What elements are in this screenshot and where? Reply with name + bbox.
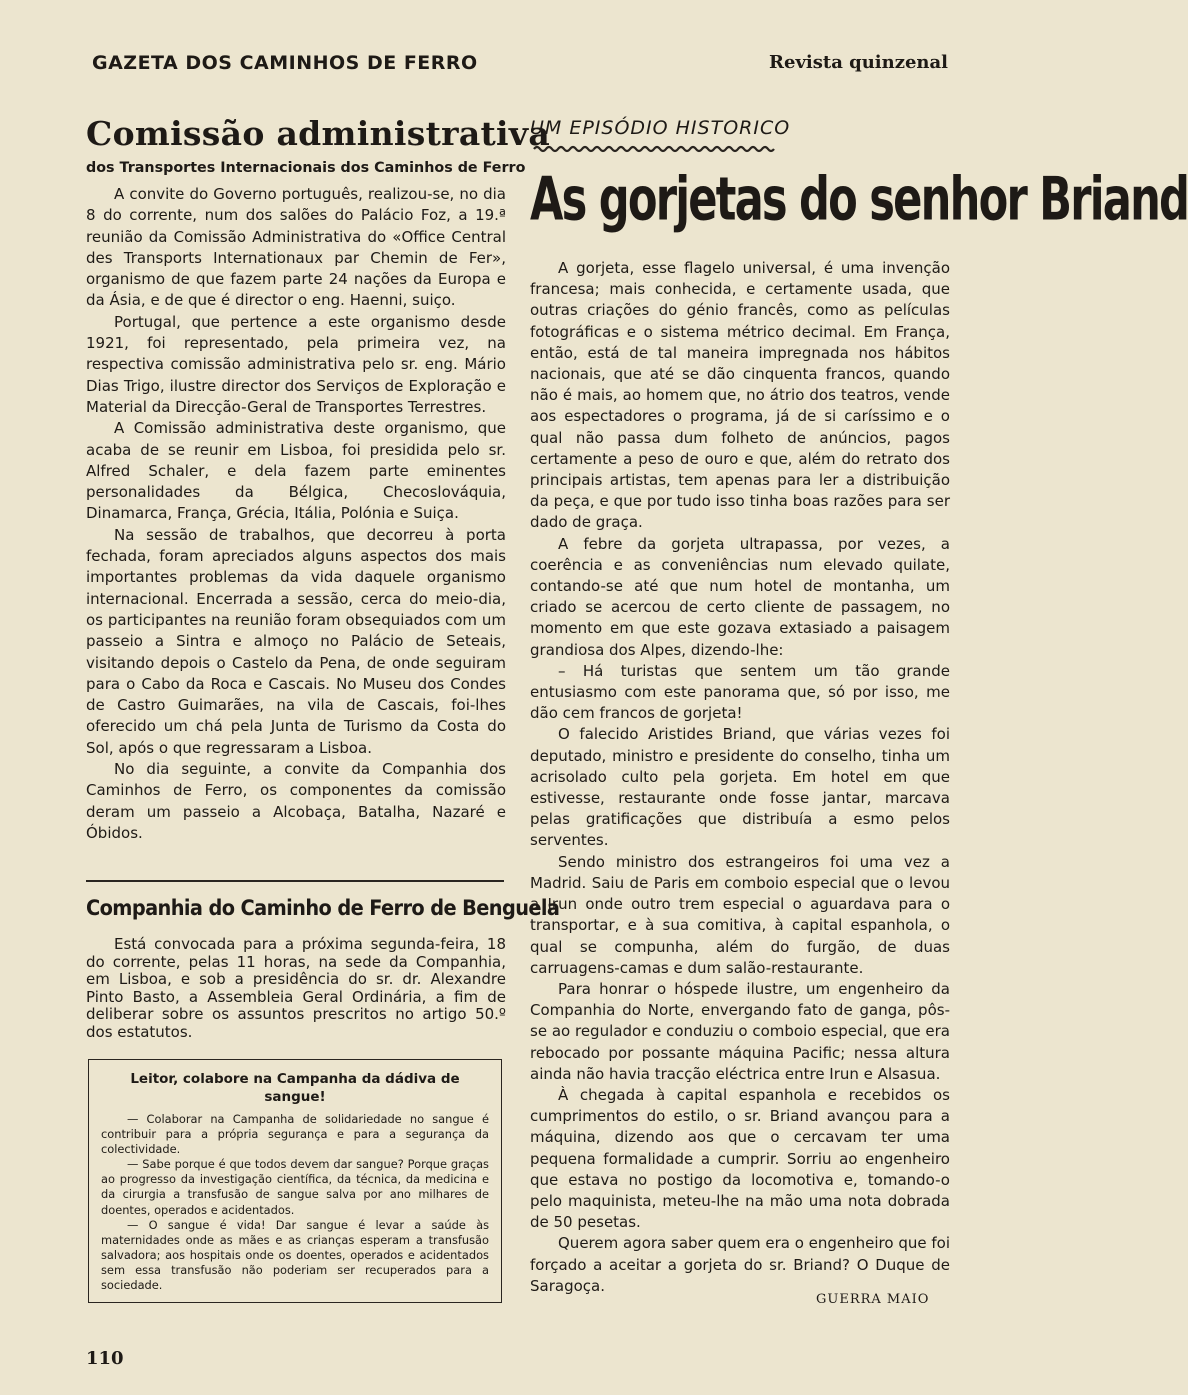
right-article-heading: As gorjetas do senhor Briand xyxy=(530,164,1188,235)
paragraph: Sendo ministro dos estrangeiros foi uma vez a Madrid. Saiu de Paris em comboio especial que o levou a Irun onde outro trem especial o aguardava para o transportar, e à sua comitiva, à capital espanhola, o qual se compunha, além do furgão, de duas carruagens-camas e dum salão-restaurante. xyxy=(530,852,950,977)
benguela-body xyxy=(86,936,506,1041)
paragraph: A Comissão administrativa deste organismo, que acaba de se reunir em Lisboa, foi presidida pelo sr. Alfred Schaler, e dela fazem parte eminentes personalidades da Bélgica, Checoslováquia, Dinamarca, França, Grécia, Itália, Polónia e Suiça. xyxy=(86,419,506,523)
box-paragraph: — Colaborar na Campanha de solidariedade no sangue é contribuir para a própria segurança e para a segurança da colectividade. xyxy=(101,1112,489,1157)
box-title: Leitor, colabore na Campanha da dádiva de sangue! xyxy=(130,1071,460,1105)
paragraph: A gorjeta, esse flagelo universal, é uma invenção francesa; mais conhecida, e certamente usada, que outras criações do génio francês, como as películas fotográficas e o sistema métrico decimal. Em França, então, está de tal maneira impregnada nos hábitos nacionais, que até se dão cinquenta francos, quando não é mais, ao homem que, no átrio dos teatros, vende aos espectadores o programa, já de si caríssimo e o qual não passa dum folheto de anúncios, pagos certamente a peso de ouro e que, além do retrato dos principais artistas, tem apenas para ler a distribuição da peça, e que por tudo isso tinha boas razões para ser dado de graça. xyxy=(530,259,950,532)
author-signature: GUERRA MAIO xyxy=(816,1292,930,1307)
paragraph: Portugal, que pertence a este organismo desde 1921, foi representado, pela primeira vez, na respectiva comissão administrativa pelo sr. eng. Mário Dias Trigo, ilustre director dos Serviços de Exploração e Material da Direcção-Geral de Transportes Terrestres. xyxy=(86,312,506,416)
box-paragraph: — Sabe porque é que todos devem dar sangue? Porque graças ao progresso da investigação científica, da técnica, da medicina e da cirurgia a transfusão de sangue salva por ano milhares de doentes, operados e acidentados. xyxy=(101,1157,489,1217)
left-article-body xyxy=(86,184,506,844)
paragraph: Para honrar o hóspede ilustre, um engenheiro da Companhia do Norte, envergando fato de ganga, pôs-se ao regulador e conduziu o comboio especial, que era rebocado por possante máquina Pacific; nessa altura ainda não havia tracção eléctrica entre Irun e Alsasua. xyxy=(530,979,950,1083)
section-divider xyxy=(86,880,504,882)
paragraph: Está convocada para a próxima segunda-feira, 18 do corrente, pelas 11 horas, na sede da Companhia, em Lisboa, e sob a presidência do sr. dr. Alexandre Pinto Basto, a Assembleia Geral Ordinária, a fim de deliberar sobre os assuntos prescritos no artigo 50.º dos estatutos. xyxy=(86,935,506,1041)
paragraph: À chegada à capital espanhola e recebidos os cumprimentos do estilo, o sr. Briand avançou para a máquina, dizendo aos que o cercavam ter uma pequena formalidade a cumprir. Sorriu ao engenheiro que estava no postigo da locomotiva e, tomando-o pelo maquinista, meteu-lhe na mão uma nota dobrada de 50 pesetas. xyxy=(530,1085,950,1232)
page-number: 110 xyxy=(86,1348,124,1369)
box-paragraph: — O sangue é vida! Dar sangue é levar a saúde às maternidades onde as mães e as crianças esperam a transfusão salvadora; aos hospitais onde os doentes, operados e acidentados sem essa transfusão não poderiam ser recuperados para a sociedade. xyxy=(101,1217,489,1293)
masthead-title: GAZETA DOS CAMINHOS DE FERRO xyxy=(92,52,478,74)
benguela-heading: Companhia do Caminho de Ferro de Benguela xyxy=(86,896,560,921)
wavy-rule xyxy=(534,144,778,154)
left-article-heading: Comissão administrativa xyxy=(86,114,551,153)
paragraph: No dia seguinte, a convite da Companhia dos Caminhos de Ferro, os componentes da comissão deram um passeio a Alcobaça, Batalha, Nazaré e Óbidos. xyxy=(86,760,506,842)
right-article-body xyxy=(530,258,950,1297)
blood-donation-box xyxy=(88,1059,502,1303)
right-column-header xyxy=(530,112,1188,235)
left-column xyxy=(86,112,551,844)
kicker: UM EPISÓDIO HISTORICO xyxy=(530,117,791,139)
paragraph: A febre da gorjeta ultrapassa, por vezes, a coerência e as conveniências num elevado quilate, contando-se até que num hotel de montanha, um criado se acercou de certo cliente de passagem, no momento em que este gozava extasiado a paisagem grandiosa dos Alpes, dizendo-lhe: xyxy=(530,534,950,659)
left-article-subheading: dos Transportes Internacionais dos Caminhos de Ferro xyxy=(86,160,526,176)
paragraph: Querem agora saber quem era o engenheiro que foi forçado a aceitar a gorjeta do sr. Briand? O Duque de Saragoça. xyxy=(530,1234,950,1295)
paragraph: – Há turistas que sentem um tão grande entusiasmo com este panorama que, só por isso, me dão cem francos de gorjeta! xyxy=(530,661,950,723)
paragraph: O falecido Aristides Briand, que várias vezes foi deputado, ministro e presidente do conselho, tinha um acrisolado culto pela gorjeta. Em hotel em que estivesse, restaurante onde fosse jantar, marcava pelas gratificações que distribuía a esmo pelos serventes. xyxy=(530,725,950,850)
masthead-periodicity: Revista quinzenal xyxy=(769,52,948,73)
paragraph: A convite do Governo português, realizou-se, no dia 8 do corrente, num dos salões do Palácio Foz, a 19.ª reunião da Comissão Administrativa do «Office Central des Transports Internationaux par Chemin de Fer», organismo de que fazem parte 24 nações da Europa e da Ásia, e de que é director o eng. Haenni, suiço. xyxy=(86,185,506,310)
paragraph: Na sessão de trabalhos, que decorreu à porta fechada, foram apreciados alguns aspectos dos mais importantes problemas da vida daquele organismo internacional. Encerrada a sessão, cerca do meio-dia, os participantes na reunião foram obsequiados com um passeio a Sintra e almoço no Palácio de Seteais, visitando depois o Castelo da Pena, de onde seguiram para o Cabo da Roca e Cascais. No Museu dos Condes de Castro Guimarães, na vila de Cascais, foi-lhes oferecido um chá pela Junta de Turismo da Costa do Sol, após o que regressaram a Lisboa. xyxy=(86,525,506,757)
